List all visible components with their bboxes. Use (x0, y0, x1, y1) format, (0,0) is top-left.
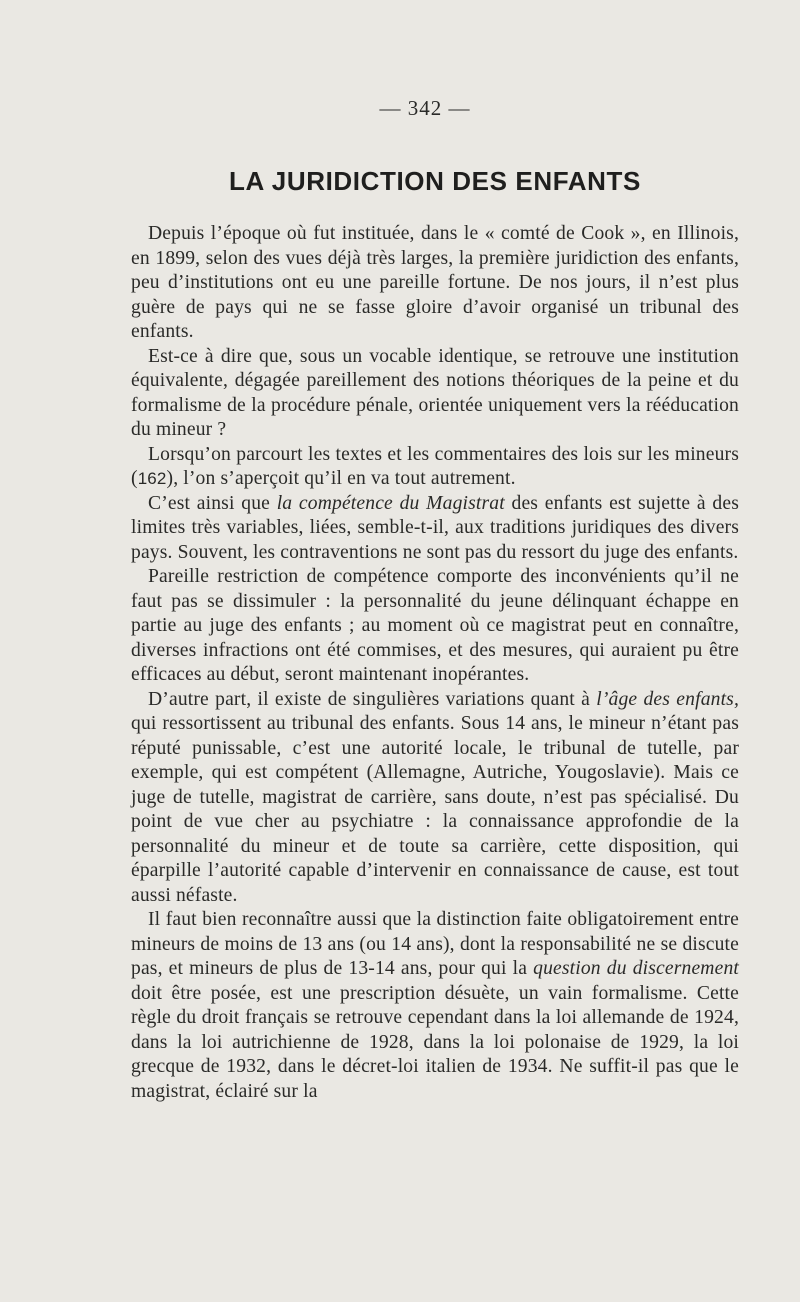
text-run: Il faut bien reconnaître aussi que la distinction faite obligatoirement entre mineurs de moins de 13 ans (ou 14 ans), dont la responsabilité ne se discute pas, et mineurs de plus de 13-14 ans, pour qui la (131, 909, 739, 979)
text-run: C’est ainsi que (148, 492, 277, 514)
text-run: D’autre part, il existe de singulières variations quant à (148, 688, 597, 710)
paragraph (131, 345, 739, 443)
text-run: qui ressortissent au tribunal des enfants. Sous 14 ans, le mineur n’étant pas réputé punissable, c’est une autorité locale, le tribunal de tutelle, par exemple, qui est compétent (Allemagne, Autriche, Yougoslavie). Mais ce juge de tutelle, magistrat de carrière, sans doute, n’est pas spécialisé. Du point de vue cher au psychiatre : la connaissance approfondie de la personnalité du mineur et de toute sa carrière, cette disposition, qui éparpille l’autorité capable d’intervenir en connaissance de cause, est tout aussi néfaste. (131, 713, 739, 906)
footnote-reference: 162 (137, 469, 167, 488)
italic-phrase: l’âge des enfants, (596, 688, 740, 710)
paragraph (131, 688, 739, 909)
paragraph (131, 443, 739, 492)
text-run: ), l’on s’aperçoit qu’il en va tout autrement. (166, 468, 516, 489)
italic-phrase: la compétence du Magistrat (276, 492, 505, 514)
italic-phrase: question du discernement (533, 958, 739, 979)
chapter-title: LA JURIDICTION DES ENFANTS (229, 166, 641, 196)
body-text (131, 222, 739, 1104)
text-run: doit être posée, est une prescription désuète, un vain formalisme. Cette règle du droit français se retrouve cependant dans la loi allemande de 1924, dans la loi autrichienne de 1928, dans la loi polonaise de 1929, la loi grecque de 1932, dans le décret-loi italien de 1934. Ne suffit-il pas que le magistrat, éclairé sur la (131, 982, 739, 1102)
paragraph (131, 492, 739, 566)
text-run: Pareille restriction de compétence comporte des inconvénients qu’il ne faut pas se dissimuler : la personnalité du jeune délinquant échappe en partie au juge des enfants ; au moment où ce magistrat peut en connaître, diverses infractions ont été commises, et des mesures, qui auraient pu être efficaces au début, seront maintenant inopérantes. (131, 566, 739, 685)
page-number: — 342 — (379, 96, 471, 120)
paragraph (131, 565, 739, 688)
paragraph (131, 908, 739, 1104)
text-run: Depuis l’époque où fut instituée, dans le « comté de Cook », en Illinois, en 1899, selon des vues déjà très larges, la première juridiction des enfants, peu d’institutions ont eu une pareille fortune. De nos jours, il n’est plus guère de pays qui ne se fasse gloire d’avoir organisé un tribunal des enfants. (131, 223, 739, 342)
text-run: des enfants est sujette à des limites très variables, liées, semble-t-il, aux traditions juridiques des divers pays. Souvent, les contraventions ne sont pas du ressort du juge des enfants. (131, 492, 739, 563)
text-run: Lorsqu’on parcourt les textes et les commentaires des lois sur les mineurs ( (131, 443, 739, 489)
text-run: Est-ce à dire que, sous un vocable identique, se retrouve une institution équivalente, dégagée pareillement des notions théoriques de la peine et du formalisme de la procédure pénale, orientée uniquement vers la rééducation du mineur ? (131, 345, 739, 440)
paragraph (131, 222, 739, 345)
